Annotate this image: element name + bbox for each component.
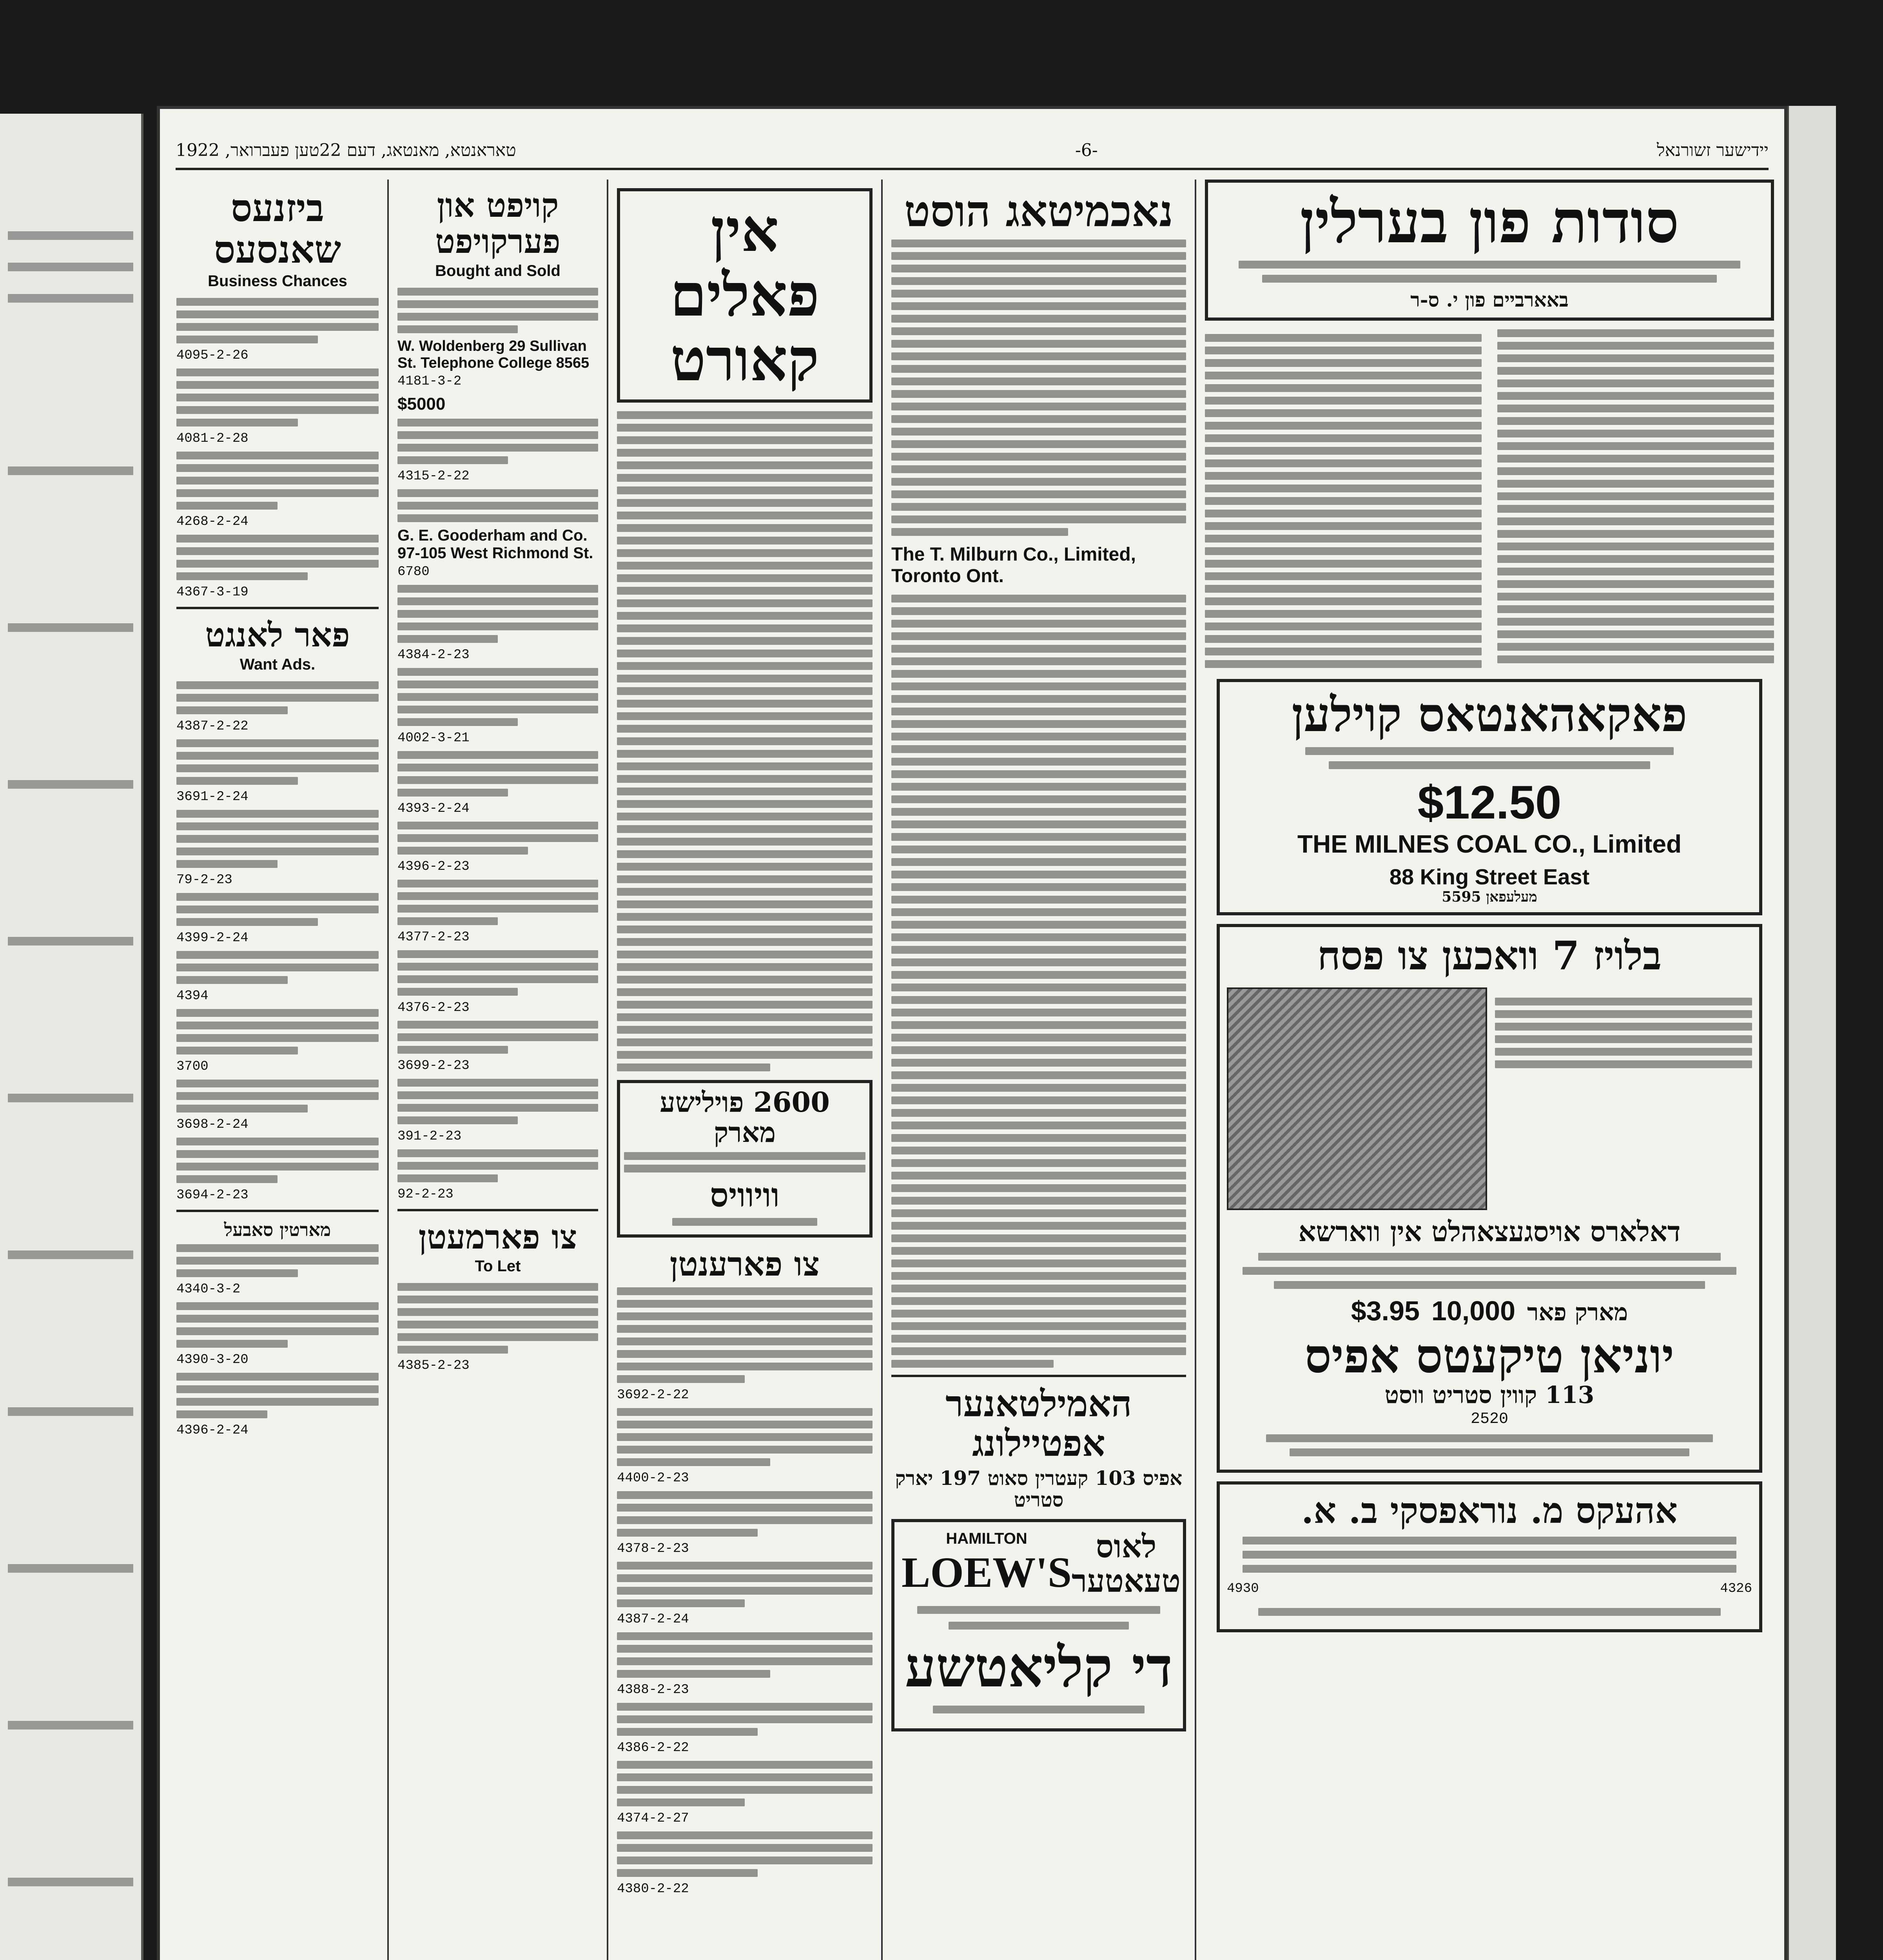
police-court-banner	[617, 188, 873, 403]
dollars-warsaw-line: דאלארס אויסגעצאהלט אין ווארשא	[1298, 1215, 1681, 1248]
ad-id: 4388-2-23	[617, 1682, 689, 1697]
ad-id: 4384-2-23	[397, 647, 470, 662]
ad-id: 4399-2-24	[176, 930, 249, 946]
rent-ad-4	[617, 1562, 873, 1607]
want-ad-8	[176, 1138, 379, 1183]
agency-telephone-2: 4326	[1720, 1581, 1752, 1596]
ad-id: 4396-2-23	[397, 859, 470, 874]
rent-ad-5	[617, 1632, 873, 1678]
ad-id: 3691-2-24	[176, 789, 249, 804]
agency-telephone-1: 4930	[1227, 1581, 1259, 1596]
bought-ad-1	[397, 288, 598, 333]
loews-theatre-advert	[891, 1519, 1186, 1731]
woldenberg-advert: W. Woldenberg 29 Sullivan St. Telephone College 8565	[397, 338, 590, 371]
coal-address: 88 King Street East	[1389, 864, 1590, 889]
ad-id: 4386-2-22	[617, 1740, 689, 1755]
business-ad-2	[176, 368, 379, 426]
vivas-name: וויוויס	[710, 1176, 780, 1214]
ad-id: 4378-2-23	[617, 1541, 689, 1556]
want-ad-7	[176, 1080, 379, 1112]
police-court-title: אין פאלים קאורט	[670, 196, 820, 394]
header-date: טאראנטא, מאנטאג, דעם 22טען פעברואר, 1922	[176, 140, 516, 160]
secrets-berlin-title: סודות פון בערלין	[1300, 187, 1679, 256]
price-5000: $5000	[397, 394, 446, 414]
want-ad-11	[176, 1373, 379, 1418]
ad-id: 4367-3-19	[176, 585, 249, 600]
want-ad-9	[176, 1244, 379, 1277]
bought-ad-3	[397, 489, 598, 522]
steamship-image	[1227, 987, 1487, 1210]
ad-id: 4400-2-23	[617, 1470, 689, 1486]
coal-company: THE MILNES COAL CO., Limited	[1297, 830, 1682, 858]
want-ads-subtitle: Want Ads.	[239, 655, 316, 673]
martin-sabel-title: מארטין סאבעל	[224, 1219, 331, 1240]
business-ad-3	[176, 452, 379, 510]
ad-id: 3694-2-23	[176, 1187, 249, 1203]
afternoon-cough-title: נאכמיטאג הוסט	[904, 186, 1174, 236]
ad-id: 4095-2-26	[176, 348, 249, 363]
ad-id: 4377-2-23	[397, 929, 470, 945]
ad-id: 4390-3-20	[176, 1352, 249, 1368]
want-ad-5	[176, 951, 379, 984]
pocahontas-coal-advert	[1217, 679, 1762, 915]
rent-ad-1	[617, 1287, 873, 1383]
rent-ad-6	[617, 1703, 873, 1736]
bought-ad-9	[397, 950, 598, 996]
ad-id: 4268-2-24	[176, 514, 249, 530]
money-amount: 10,000	[1431, 1295, 1516, 1326]
ad-id: 4394	[176, 988, 209, 1004]
ad-id: 4387-2-22	[176, 719, 249, 734]
want-ad-1	[176, 681, 379, 714]
ad-id: 4081-2-28	[176, 431, 249, 446]
coal-telephone: מעלעפאן 5595	[1442, 889, 1537, 905]
ad-id: 3692-2-22	[617, 1387, 689, 1403]
to-let-subtitle: To Let	[475, 1258, 521, 1275]
business-ad-4	[176, 535, 379, 580]
want-ad-3	[176, 810, 379, 868]
main-article	[891, 595, 1186, 1368]
rent-ad-3	[617, 1491, 873, 1537]
column-business-chances	[168, 180, 387, 1960]
rent-ad-2	[617, 1408, 873, 1466]
bought-ad-4	[397, 585, 598, 643]
ad-id: 3700	[176, 1059, 209, 1074]
business-chances-subtitle: Business Chances	[208, 272, 347, 290]
want-ads-title: פאר לאנגט	[205, 615, 350, 655]
polish-mark-price: 2600 פוילישע מארק	[660, 1086, 830, 1149]
rent-ad-8	[617, 1831, 873, 1877]
ad-id: 4385-2-23	[397, 1358, 470, 1374]
secrets-berlin-author: באארביים פון י. ס-ר	[1410, 288, 1569, 311]
rent-title: צו פארענטן	[669, 1245, 820, 1284]
ad-id: 4002-3-21	[397, 730, 470, 746]
hamilton-address: אפיס 103 קעטרין סאוט 197 יארק סטריט	[895, 1466, 1183, 1512]
agency-advert	[1217, 1481, 1762, 1632]
bought-ad-11	[397, 1079, 598, 1124]
money-text: מארק פאר	[1527, 1298, 1628, 1326]
ad-id: 4374-2-27	[617, 1811, 689, 1826]
business-chances-title: ביזנעס שאנסעס	[214, 186, 341, 272]
coal-price: $12.50	[1417, 776, 1562, 829]
ad-id: 4340-3-2	[176, 1282, 241, 1297]
bought-ad-10	[397, 1021, 598, 1054]
want-ad-4	[176, 893, 379, 926]
bought-ad-2	[397, 419, 598, 464]
column-afternoon-cough	[881, 180, 1195, 1960]
column-secrets-berlin	[1195, 180, 1783, 1960]
business-ad-1	[176, 298, 379, 343]
ad-id: 92-2-23	[397, 1187, 454, 1202]
bought-ad-7	[397, 822, 598, 855]
ad-id: 3698-2-24	[176, 1117, 249, 1132]
rent-ad-7	[617, 1761, 873, 1806]
milburn-company: The T. Milburn Co., Limited, Toronto Ont.	[891, 544, 1136, 586]
secrets-berlin-banner	[1205, 180, 1774, 321]
ad-id: 4376-2-23	[397, 1000, 470, 1015]
passover-title: בלויז 7 וואכען צו פסח	[1317, 932, 1662, 979]
loews-name: LOEW'S	[902, 1548, 1072, 1597]
newspaper-page	[157, 106, 1787, 1960]
polish-mark-advert	[617, 1080, 873, 1238]
serial-story	[1205, 329, 1774, 670]
ad-id: 4393-2-24	[397, 801, 470, 816]
to-let-title: צו פארמעטן	[418, 1217, 577, 1256]
previous-page-edge	[0, 114, 143, 1960]
bought-ad-6	[397, 751, 598, 797]
coal-title: פאקאהאנטאס קוילען	[1292, 687, 1687, 742]
ad-id: 391-2-23	[397, 1129, 462, 1144]
ad-id: 4181-3-2	[397, 374, 462, 389]
hamilton-department-title: האמילטאנער אפטיילונג	[945, 1383, 1132, 1465]
bought-sold-subtitle: Bought and Sold	[435, 262, 561, 279]
next-page-edge	[1787, 106, 1836, 1960]
bought-ad-8	[397, 880, 598, 925]
bought-ad-5	[397, 668, 598, 726]
loews-yiddish: לאוס טעאטער	[1072, 1528, 1181, 1600]
want-ad-6	[176, 1009, 379, 1054]
ad-id: 79-2-23	[176, 872, 232, 887]
bought-ad-12	[397, 1149, 598, 1182]
union-telephone: 2520	[1470, 1410, 1508, 1428]
cough-article	[891, 240, 1186, 536]
bought-sold-title: קויפט און פערקויפט	[435, 186, 561, 261]
header-masthead: יידישער זשורנאל	[1656, 140, 1769, 160]
header-page-number: -6-	[1075, 140, 1098, 160]
gooderham-tel: 6780	[397, 564, 430, 579]
ad-id: 4396-2-24	[176, 1423, 249, 1438]
ad-id: 4380-2-22	[617, 1881, 689, 1896]
police-court-article	[617, 411, 873, 1071]
ad-id: 3699-2-23	[397, 1058, 470, 1073]
union-tickets-office: יוניאן טיקעטס אפיס	[1304, 1328, 1674, 1384]
column-police-court	[607, 180, 881, 1960]
ad-id: 4315-2-22	[397, 468, 470, 484]
want-ad-10	[176, 1302, 379, 1348]
column-bought-sold	[387, 180, 607, 1960]
union-address: 113 קווין סטריט ווסט	[1384, 1381, 1595, 1409]
loews-city: HAMILTON	[946, 1530, 1027, 1548]
play-title: די קליאטשע	[905, 1635, 1173, 1700]
to-let-ad-1	[397, 1283, 598, 1354]
want-ad-2	[176, 739, 379, 785]
money-price: $3.95	[1351, 1295, 1420, 1326]
agency-name: אהעקס מ. נוראפסקי ב. א.	[1301, 1490, 1678, 1532]
passover-ticket-advert	[1217, 924, 1762, 1473]
gooderham-advert: G. E. Gooderham and Co. 97-105 West Richmond St.	[397, 526, 593, 562]
page-header	[176, 132, 1769, 170]
ad-id: 4387-2-24	[617, 1612, 689, 1627]
